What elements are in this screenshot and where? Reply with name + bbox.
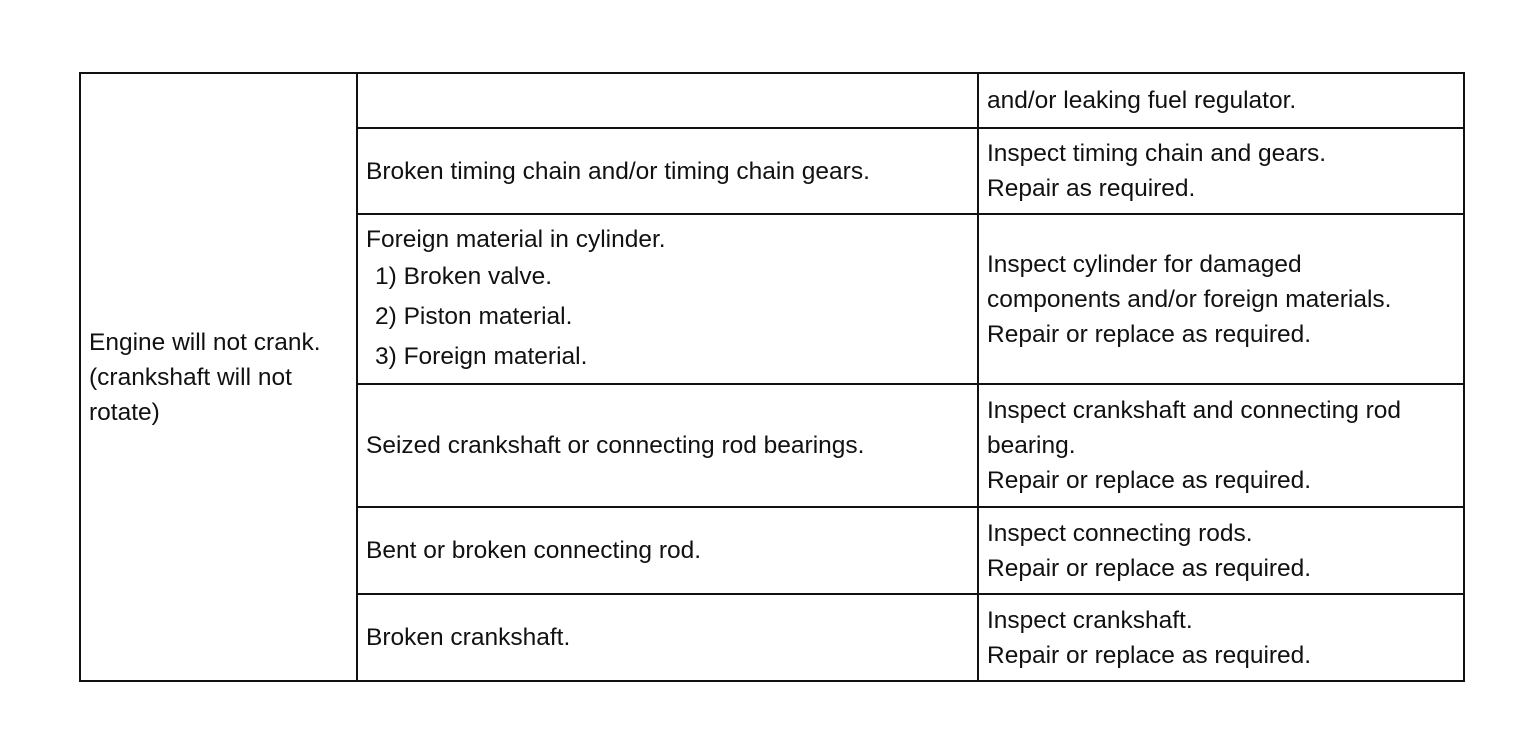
- symptom-line: Engine will not crank.: [89, 328, 321, 356]
- symptom-cell: [80, 73, 357, 681]
- table-row: [80, 73, 1464, 128]
- cause-cell: [357, 128, 978, 214]
- cause-sub-item: 1) Broken valve.: [375, 262, 553, 290]
- cause-cell: [357, 214, 978, 384]
- remedy-line: Repair as required.: [987, 175, 1196, 202]
- remedy-line: Inspect connecting rods.: [987, 519, 1253, 547]
- cause-cell: [357, 73, 978, 128]
- remedy-line: Repair or replace as required.: [987, 320, 1312, 348]
- troubleshooting-table: [79, 72, 1465, 682]
- remedy-line: and/or leaking fuel regulator.: [987, 87, 1297, 114]
- cause-line: Broken timing chain and/or timing chain gears.: [366, 157, 870, 185]
- cause-sub-item: 2) Piston material.: [375, 302, 573, 330]
- cause-cell: [357, 384, 978, 507]
- cause-sub-item: 3) Foreign material.: [375, 342, 588, 370]
- remedy-cell: [978, 384, 1464, 507]
- remedy-cell: [978, 128, 1464, 214]
- remedy-cell: [978, 507, 1464, 594]
- symptom-line: (crankshaft will not: [89, 363, 292, 391]
- remedy-line: Repair or replace as required.: [987, 554, 1312, 582]
- cause-cell: [357, 594, 978, 681]
- remedy-line: Repair or replace as required.: [987, 467, 1312, 494]
- symptom-line: rotate): [89, 398, 160, 426]
- cause-line: Seized crankshaft or connecting rod bearings.: [366, 432, 865, 459]
- remedy-cell: [978, 594, 1464, 681]
- remedy-line: Inspect crankshaft and connecting rod: [987, 397, 1402, 424]
- remedy-line: Inspect crankshaft.: [987, 606, 1193, 634]
- cause-line: Foreign material in cylinder.: [366, 225, 666, 253]
- cause-line: Bent or broken connecting rod.: [366, 537, 702, 564]
- remedy-line: bearing.: [987, 432, 1076, 459]
- remedy-line: Inspect timing chain and gears.: [987, 140, 1327, 167]
- remedy-line: Repair or replace as required.: [987, 641, 1312, 669]
- cause-cell: [357, 507, 978, 594]
- remedy-line: Inspect cylinder for damaged: [987, 250, 1302, 278]
- remedy-cell: [978, 214, 1464, 384]
- cause-line: Broken crankshaft.: [366, 624, 571, 651]
- remedy-line: components and/or foreign materials.: [987, 285, 1392, 313]
- remedy-cell: [978, 73, 1464, 128]
